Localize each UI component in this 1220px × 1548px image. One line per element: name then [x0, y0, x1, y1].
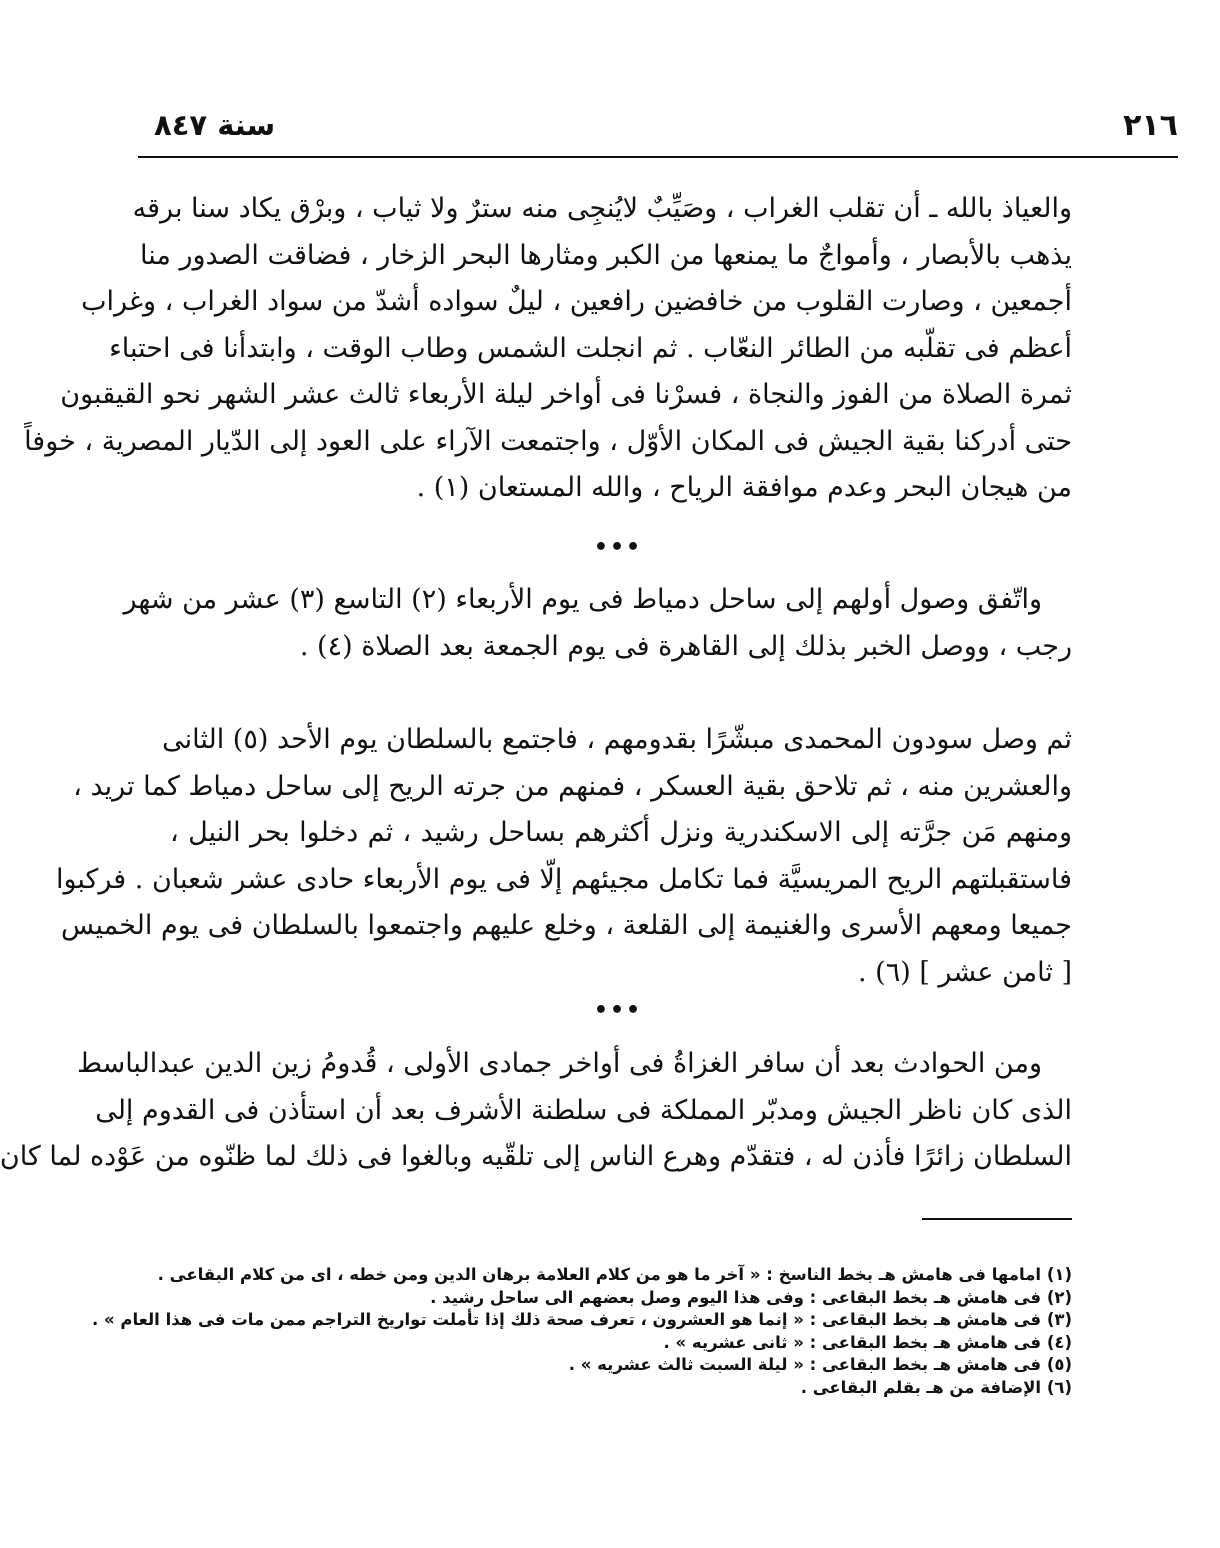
text-line: ثم وصل سودون المحمدى مبشّرًا بقدومهم ، فاجتمع بالسلطان يوم الأحد (٥) الثانى [162, 724, 1072, 755]
footnote-1: (١) امامها فى هامش هـ بخط الناسخ : « آخر ما هو من كلام العلامة برهان الدين ومن خطه ، اى من كلام البقاعى . [157, 1265, 1072, 1284]
footnote-divider [922, 1218, 1072, 1220]
text-line: واتّفق وصول أولهم إلى ساحل دمياط فى يوم الأربعاء (٢) التاسع (٣) عشر من شهر [123, 584, 1042, 615]
text-line: الذى كان ناظر الجيش ومدبّر المملكة فى سلطنة الأشرف بعد أن استأذن فى القدوم إلى [95, 1094, 1072, 1126]
paragraph-4 [0, 1041, 1072, 1181]
footnote-4: (٤) فى هامش هـ بخط البقاعى : « ثانى عشريه » . [663, 1332, 1072, 1352]
running-header-year: سنة ٨٤٧ [154, 108, 276, 142]
text-line: رجب ، ووصل الخبر بذلك إلى القاهرة فى يوم الجمعة بعد الصلاة (٤) . [299, 630, 1072, 662]
text-line: والعياذ بالله ـ أن تقلب الغراب ، وصَيِّبٌ لايُنجِى منه سترٌ ولا ثياب ، وبرْق يكاد سنا برقه [132, 193, 1072, 224]
text-line: السلطان زائرًا فأذن له ، فتقدّم وهرع الناس إلى تلقّيه وبالغوا فى ذلك لما ظنّوه من عَوْده لما كان [0, 1141, 1072, 1172]
paragraph-3 [55, 717, 1072, 996]
footnote-6: (٦) الإضافة من هـ بقلم البقاعى . [800, 1377, 1072, 1397]
text-line: حتى أدركنا بقية الجيش فى المكان الأوّل ، واجتمعت الآراء على العود إلى الدّيار المصرية ، خوفاً [24, 425, 1072, 457]
text-line: والعشرين منه ، ثم تلاحق بقية العسكر ، فمنهم من جرته الريح إلى ساحل دمياط كما تريد ، [73, 770, 1072, 802]
text-line: ومن الحوادث بعد أن سافر الغزاةُ فى أواخر جمادى الأولى ، قُدومُ زين الدين عبدالباسط [76, 1048, 1042, 1079]
text-line: ومنهم مَن جرَّته إلى الاسكندرية ونزل أكثرهم بساحل رشيد ، ثم دخلوا بحر النيل ، [170, 817, 1072, 848]
footnote-3: (٣) فى هامش هـ بخط البقاعى : « إنما هو العشرون ، تعرف صحة ذلك إذا تأملت تواريخ التراجم ممن مات فى هذا العام » . [91, 1310, 1072, 1329]
page-header [138, 100, 1178, 148]
text-line: [ ثامن عشر ] (٦) . [857, 956, 1072, 988]
paragraph-1 [24, 186, 1072, 512]
text-line: يذهب بالأبصار ، وأمواجٌ ما يمنعها من الكبر ومثارها البحر الزخار ، فضاقت الصدور منا [140, 239, 1072, 271]
text-line: من هيجان البحر وعدم موافقة الرياح ، والله المستعان (١) . [416, 472, 1072, 503]
footnote-2: (٢) فى هامش هـ بخط البقاعى : وفى هذا اليوم وصل بعضهم الى ساحل رشيد . [430, 1287, 1072, 1307]
page-number: ٢١٦ [1123, 108, 1178, 143]
text-line: أعظم فى تقلّبه من الطائر النعّاب . ثم انجلت الشمس وطاب الوقت ، وابتدأنا فى احتباء [109, 332, 1072, 364]
header-divider [138, 156, 1178, 158]
section-separator: ••• [593, 535, 643, 560]
footnote-5: (٥) فى هامش هـ بخط البقاعى : « ليلة السبت ثالث عشريه » . [568, 1355, 1072, 1374]
text-line: فاستقبلتهم الريح المريسيَّة فما تكامل مجيئهم إلّا فى يوم الأربعاء حادى عشر شعبان . فركبوا [55, 863, 1072, 895]
text-line: ثمرة الصلاة من الفوز والنجاة ، فسرْنا فى أواخر ليلة الأربعاء ثالث عشر الشهر نحو القيقبون [60, 379, 1072, 410]
footnotes [91, 1264, 1072, 1399]
text-line: أجمعين ، وصارت القلوب من خافضين رافعين ، ليلٌ سواده أشدّ من سواد الغراب ، وغراب [81, 286, 1072, 317]
paragraph-2 [123, 577, 1072, 670]
section-separator: ••• [593, 998, 643, 1023]
text-line: جميعا ومعهم الأسرى والغنيمة إلى القلعة ، وخلع عليهم واجتمعوا بالسلطان فى يوم الخميس [61, 910, 1072, 941]
